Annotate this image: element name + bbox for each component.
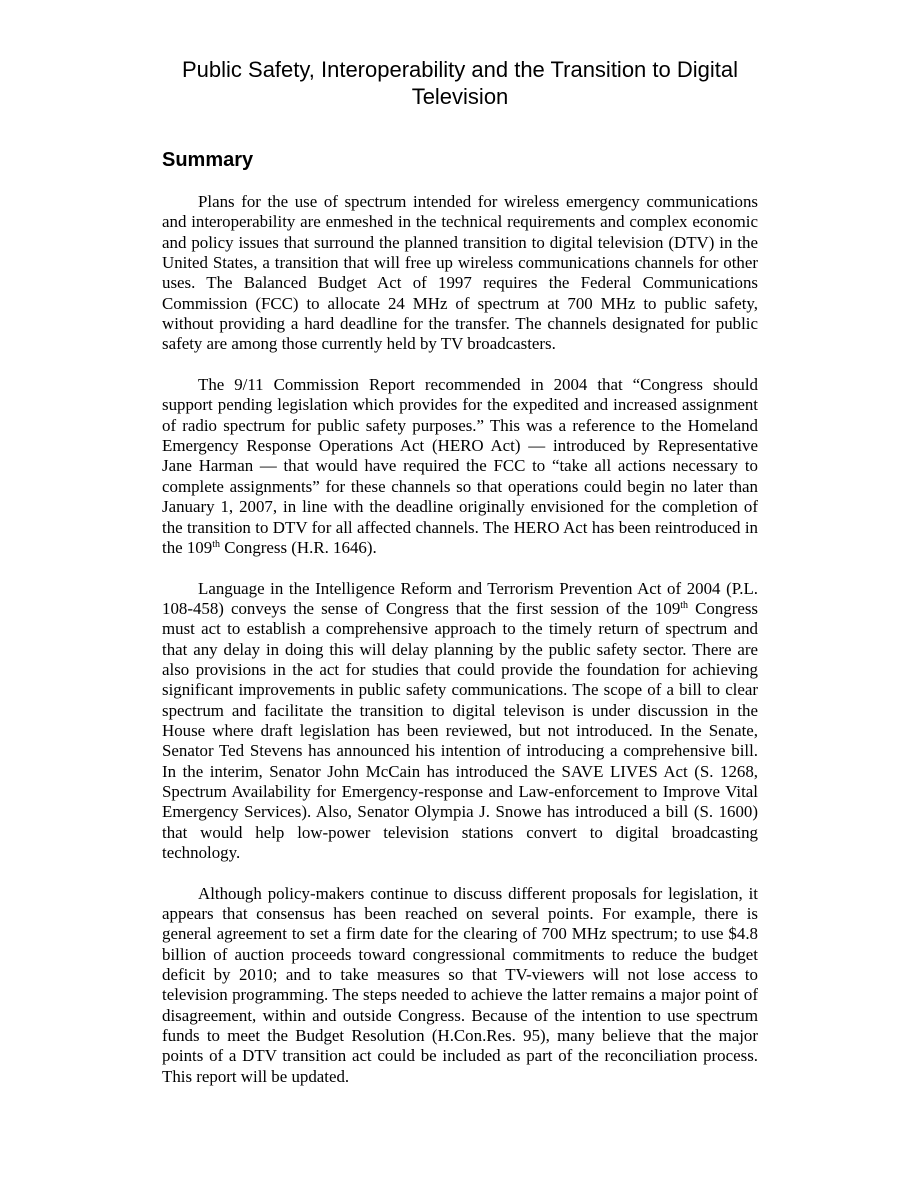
paragraph-3-text-a: Language in the Intelligence Reform and Terrorism Prevention Act of 2004 (P.L. 108-458) conveys the sense of Congress that the first session of the 109 (162, 578, 758, 618)
summary-paragraph-2 (162, 375, 758, 558)
paragraph-4-text: Although policy-makers continue to discuss different proposals for legislation, it appears that consensus has been reached on several points. For example, there is general agreement to set a firm date for the clearing of 700 MHz spectrum; to use $4.8 billion of auction proceeds toward congressional commitments to reduce the budget deficit by 2010; and to take measures so that TV-viewers will not lose access to television programming. The steps needed to achieve the latter remains a major point of disagreement, within and outside Congress. Because of the intention to use spectrum funds to meet the Budget Resolution (H.Con.Res. 95), many believe that the major points of a DTV transition act could be included as part of the reconciliation process. This report will be updated. (162, 883, 758, 1086)
paragraph-3-text-b: Congress must act to establish a comprehensive approach to the timely return of spectrum and that any delay in doing this will delay planning by the public safety sector. There are also provisions in the act for studies that could provide the foundation for achieving significant improvements in public safety communications. The scope of a bill to clear spectrum and facilitate the transition to digital televison is under discussion in the House where draft legislation has been reviewed, but not introduced. In the Senate, Senator Ted Stevens has announced his intention of introducing a comprehensive bill. In the interim, Senator John McCain has introduced the SAVE LIVES Act (S. 1268, Spectrum Availability for Emergency-response and Law-enforcement to Improve Vital Emergency Services). Also, Senator Olympia J. Snowe has introduced a bill (S. 1600) that would help low-power television stations convert to digital broadcasting technology. (162, 598, 759, 862)
paragraph-1-text: Plans for the use of spectrum intended for wireless emergency communications and interoperability are enmeshed in the technical requirements and complex economic and policy issues that surround the planned transition to digital television (DTV) in the United States, a transition that will free up wireless communications channels for other uses. The Balanced Budget Act of 1997 requires the Federal Communications Commission (FCC) to allocate 24 MHz of spectrum at 700 MHz to public safety, without providing a hard deadline for the transfer. The channels designated for public safety are among those currently held by TV broadcasters. (162, 192, 758, 354)
document-page (162, 56, 758, 1107)
section-heading-summary: Summary (162, 149, 254, 171)
summary-paragraph-4 (162, 884, 758, 1087)
summary-paragraph-1 (162, 192, 758, 355)
paragraph-2-text-b: Congress (H.R. 1646). (219, 537, 377, 557)
ordinal-superscript: th (680, 599, 689, 611)
summary-paragraph-3 (162, 579, 758, 864)
paragraph-2-text-a: The 9/11 Commission Report recommended in 2004 that “Congress should support pending legislation which provides for the expedited and increased assignment of radio spectrum for public safety purposes.” This was a reference to the Homeland Emergency Response Operations Act (HERO Act) — introduced by Representative Jane Harman — that would have required the FCC to “take all actions necessary to complete assignments” for these channels so that operations could begin no later than January 1, 2007, in line with the deadline originally envisioned for the completion of the transition to DTV for all affected channels. The HERO Act has been reintroduced in the 109 (162, 375, 758, 557)
document-title: Public Safety, Interoperability and the Transition to Digital Television (181, 57, 738, 109)
ordinal-superscript: th (212, 538, 220, 550)
